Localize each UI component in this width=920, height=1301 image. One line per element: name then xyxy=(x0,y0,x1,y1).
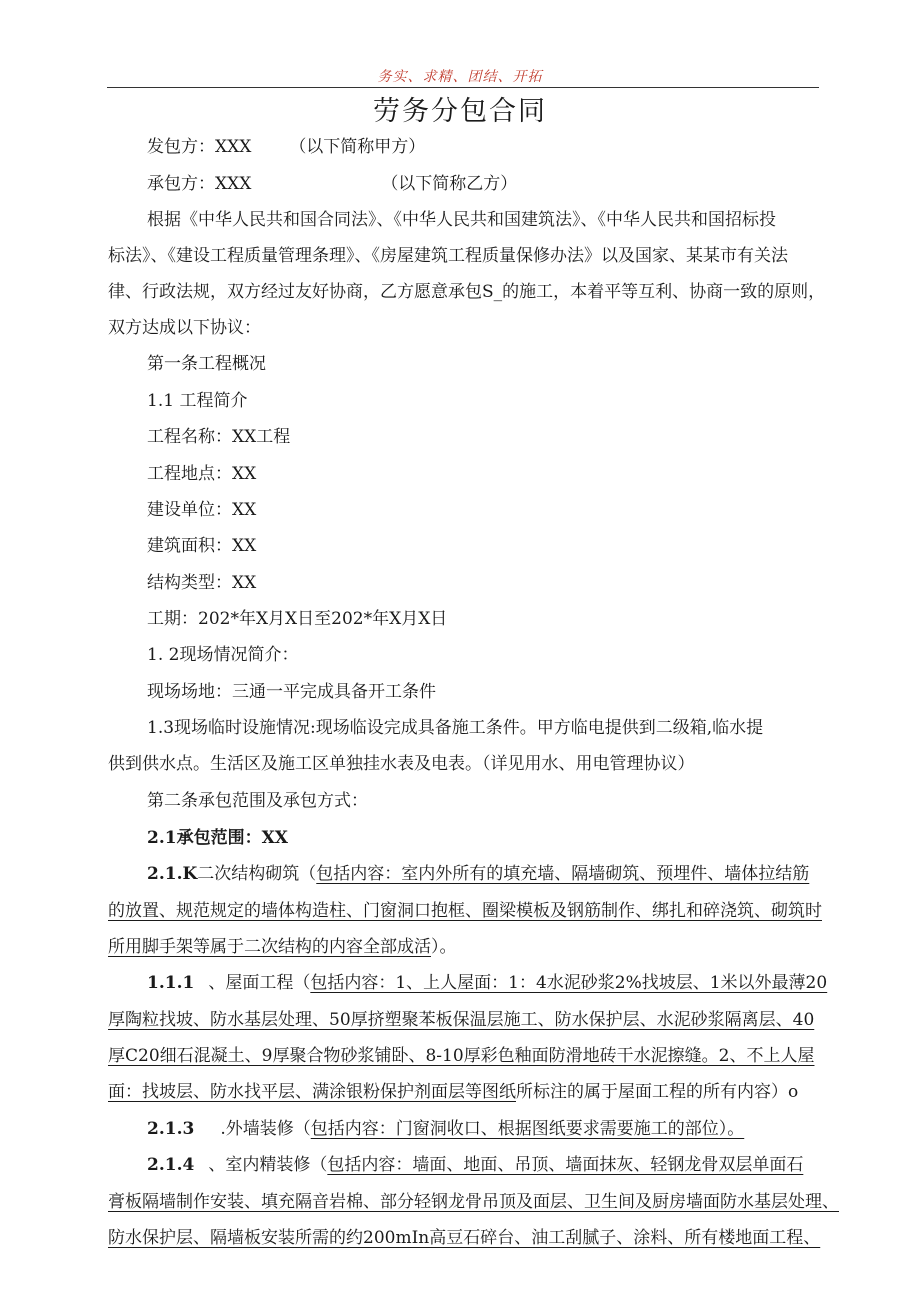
contractor-label: 承包方：XXX xyxy=(147,174,252,194)
section-title: 、室内精装修（ xyxy=(208,1155,328,1175)
section-content-tail: 所标注的属于屋面工程的所有内容）o xyxy=(516,1082,799,1102)
section-title: 二次结构砌筑（ xyxy=(197,864,317,884)
temp-facilities-line: 1.3现场临时设施情况:现场临设完成具备施工条件。甲方临电提供到二级箱,临水提 xyxy=(147,718,764,738)
article1-heading: 第一条工程概况 xyxy=(147,354,266,374)
section-number: 1.1.1 xyxy=(147,973,195,993)
section-1-1: 1.1 工程简介 xyxy=(147,391,248,411)
preamble-line: 标法》、《建设工程质量管理条理》、《房屋建筑工程质量保修办法》以及国家、某某市有关法 xyxy=(108,246,788,266)
issuer-alias: （以下简称甲方） xyxy=(289,137,426,157)
section-2-1-1 xyxy=(147,862,809,886)
document-title: 劳务分包合同 xyxy=(373,96,547,127)
section-content: 面：找坡层、防水找平层、满涂银粉保护剂面层等图纸 xyxy=(108,1082,516,1102)
section-content-line: 防水保护层、隔墙板安装所需的约200mIn高豆石碎台、油工刮腻子、涂料、所有楼地面工程、 xyxy=(108,1228,821,1248)
temp-facilities-line: 供到供水点。生活区及施工区单独挂水表及电表。（详见用水、用电管理协议） xyxy=(108,754,695,774)
section-content-line: 厚C20细石混凝土、9厚聚合物砂浆铺卧、8-10厚彩色釉面防滑地砖干水泥擦缝。2、不上人屋 xyxy=(108,1046,815,1066)
section-title: 、屋面工程（ xyxy=(208,973,311,993)
project-location: 工程地点：XX xyxy=(147,464,257,484)
project-name: 工程名称：XX工程 xyxy=(147,427,291,447)
preamble-line: 双方达成以下协议： xyxy=(108,318,261,338)
scope-line: 2.1承包范围：XX xyxy=(147,828,288,848)
section-2-1-4 xyxy=(147,1153,803,1177)
header-motto: 务实、求精、团结、开拓 xyxy=(377,69,543,85)
project-structure: 结构类型：XX xyxy=(147,573,257,593)
preamble-line: 根据《中华人民共和国合同法》、《中华人民共和国建筑法》、《中华人民共和国招标投 xyxy=(147,210,776,230)
section-1-1-1 xyxy=(147,971,827,995)
section-number: 2.1.3 xyxy=(147,1119,195,1139)
section-1-2: 1. 2现场情况简介： xyxy=(147,645,299,665)
issuer-label: 发包方：XXX xyxy=(147,137,252,157)
section-number: 2.1.4 xyxy=(147,1155,195,1175)
section-number: 2.1.K xyxy=(147,864,198,884)
project-builder: 建设单位：XX xyxy=(147,500,257,520)
issuer-line xyxy=(147,135,425,159)
section-content: 包括内容：墙面、地面、吊顶、墙面抹灰、轻钢龙骨双层单面石 xyxy=(327,1155,804,1175)
contractor-alias: （以下简称乙方） xyxy=(381,174,518,194)
section-content-line xyxy=(108,1080,798,1104)
section-content: 包括内容：1、上人屋面：1：4水泥砂浆2%找坡层、1米以外最薄20 xyxy=(310,973,828,993)
site-condition: 现场场地：三通一平完成具备开工条件 xyxy=(147,682,436,702)
section-content-line: 厚陶粒找坡、防水基层处理、50厚挤塑聚苯板保温层施工、防水保护层、水泥砂浆隔离层、40 xyxy=(108,1010,815,1030)
section-2-1-3 xyxy=(147,1117,744,1141)
section-content-line xyxy=(108,935,457,959)
article2-heading: 第二条承包范围及承包方式： xyxy=(147,791,368,811)
project-period: 工期：202*年X月X日至202*年X月X日 xyxy=(147,609,448,629)
header-divider xyxy=(107,87,819,88)
preamble-line: 律、行政法规，双方经过友好协商，乙方愿意承包S_的施工，本着平等互利、协商一致的原则， xyxy=(108,282,826,302)
section-content: 包括内容：门窗洞收口、根据图纸要求需要施工的部位）。 xyxy=(310,1119,745,1139)
section-content-line: 膏板隔墙制作安装、填充隔音岩棉、部分轻钢龙骨吊顶及面层、卫生间及厨房墙面防水基层处理、 xyxy=(108,1192,839,1212)
contractor-line xyxy=(147,172,517,196)
section-content: 所用脚手架等属于二次结构的内容全部成活 xyxy=(108,937,431,957)
section-end: ）。 xyxy=(431,937,457,957)
section-title: .外墙装修（ xyxy=(220,1119,311,1139)
section-content: 包括内容：室内外所有的填充墙、隔墙砌筑、预埋件、墙体拉结筋 xyxy=(316,864,810,884)
project-area: 建筑面积：XX xyxy=(147,536,257,556)
section-content-line: 的放置、规范规定的墙体构造柱、门窗洞口抱框、圈梁模板及钢筋制作、绑扎和碎浇筑、砌筑时 xyxy=(108,901,822,921)
